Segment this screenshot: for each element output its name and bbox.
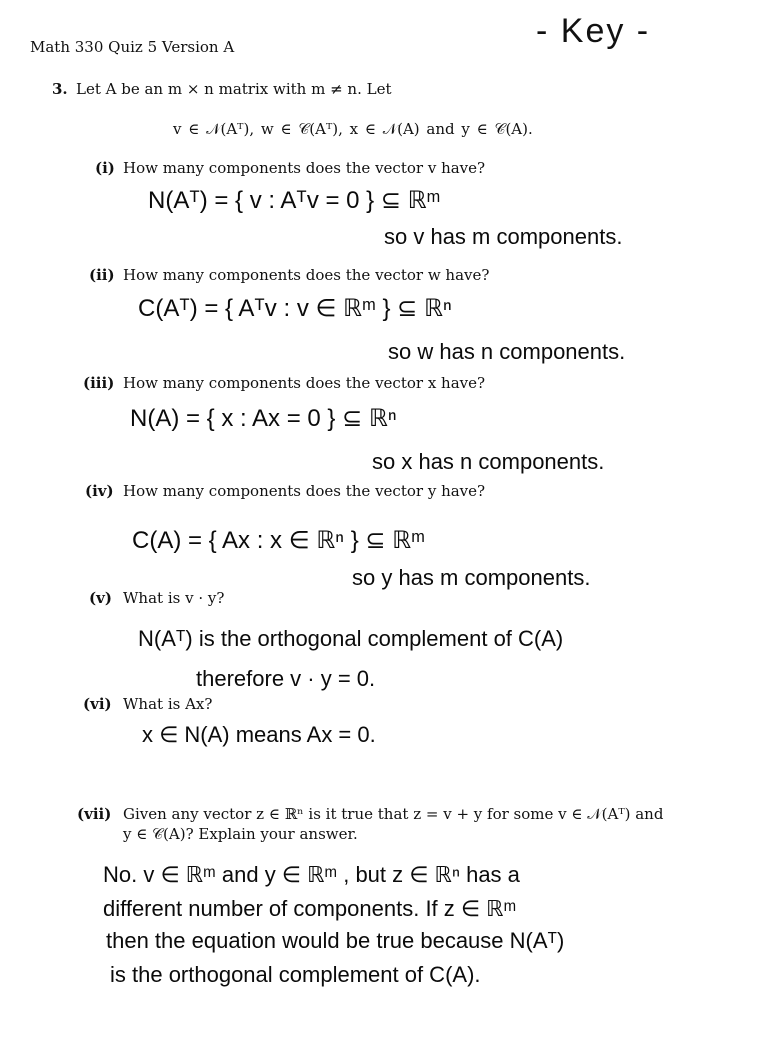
part-iv-label: (iv) xyxy=(85,482,114,500)
part-vi-label: (vi) xyxy=(83,695,112,713)
part-iv-answer-line-2: so y has m components. xyxy=(352,565,591,590)
answer-key-label: - Key - xyxy=(536,12,651,50)
question-stem: Let A be an m × n matrix with m ≠ n. Let xyxy=(76,80,392,98)
part-vii-question-line-1: Given any vector z ∈ ℝⁿ is it true that z = v + y for some v ∈ 𝒩(Aᵀ) and xyxy=(123,805,664,823)
part-vi-answer-line-1: x ∈ N(A) means Ax = 0. xyxy=(142,722,376,747)
part-i-label: (i) xyxy=(95,159,115,177)
part-iii-answer-line-2: so x has n components. xyxy=(372,449,605,474)
part-iv-question: How many components does the vector y have? xyxy=(123,482,486,500)
part-vii-answer-line-3: then the equation would be true because N(Aᵀ) xyxy=(106,928,565,953)
part-iii-answer-line-1: N(A) = { x : Ax = 0 } ⊆ ℝⁿ xyxy=(130,405,397,432)
part-iii-label: (iii) xyxy=(83,374,115,392)
question-number: 3. xyxy=(52,80,68,98)
quiz-title: Math 330 Quiz 5 Version A xyxy=(30,38,235,56)
part-v-answer-line-1: N(Aᵀ) is the orthogonal complement of C(A) xyxy=(138,626,564,651)
part-i-question: How many components does the vector v have? xyxy=(123,159,486,177)
part-vii-answer-line-1: No. v ∈ ℝᵐ and y ∈ ℝᵐ , but z ∈ ℝⁿ has a xyxy=(103,862,520,887)
part-i-answer-line-2: so v has m components. xyxy=(384,224,623,249)
part-vi-question: What is Ax? xyxy=(123,695,213,713)
part-v-question: What is v · y? xyxy=(123,589,225,607)
part-ii-question: How many components does the vector w have? xyxy=(123,266,490,284)
part-v-answer-line-2: therefore v · y = 0. xyxy=(196,666,376,691)
part-ii-answer-line-1: C(Aᵀ) = { Aᵀv : v ∈ ℝᵐ } ⊆ ℝⁿ xyxy=(138,295,452,322)
given-vectors: v ∈ 𝒩(Aᵀ), w ∈ 𝒞(Aᵀ), x ∈ 𝒩(A) and y ∈ 𝒞(A). xyxy=(173,120,533,138)
part-vii-answer-line-2: different number of components. If z ∈ ℝᵐ xyxy=(103,896,517,921)
part-iv-answer-line-1: C(A) = { Ax : x ∈ ℝⁿ } ⊆ ℝᵐ xyxy=(132,527,425,554)
part-ii-answer-line-2: so w has n components. xyxy=(388,339,626,364)
part-iii-question: How many components does the vector x have? xyxy=(123,374,486,392)
part-vii-label: (vii) xyxy=(77,805,112,823)
part-ii-label: (ii) xyxy=(89,266,115,284)
part-i-answer-line-1: N(Aᵀ) = { v : Aᵀv = 0 } ⊆ ℝᵐ xyxy=(148,187,441,214)
part-vii-question-line-2: y ∈ 𝒞(A)? Explain your answer. xyxy=(123,825,358,843)
part-vii-answer-line-4: is the orthogonal complement of C(A). xyxy=(110,962,481,987)
part-v-label: (v) xyxy=(89,589,112,607)
